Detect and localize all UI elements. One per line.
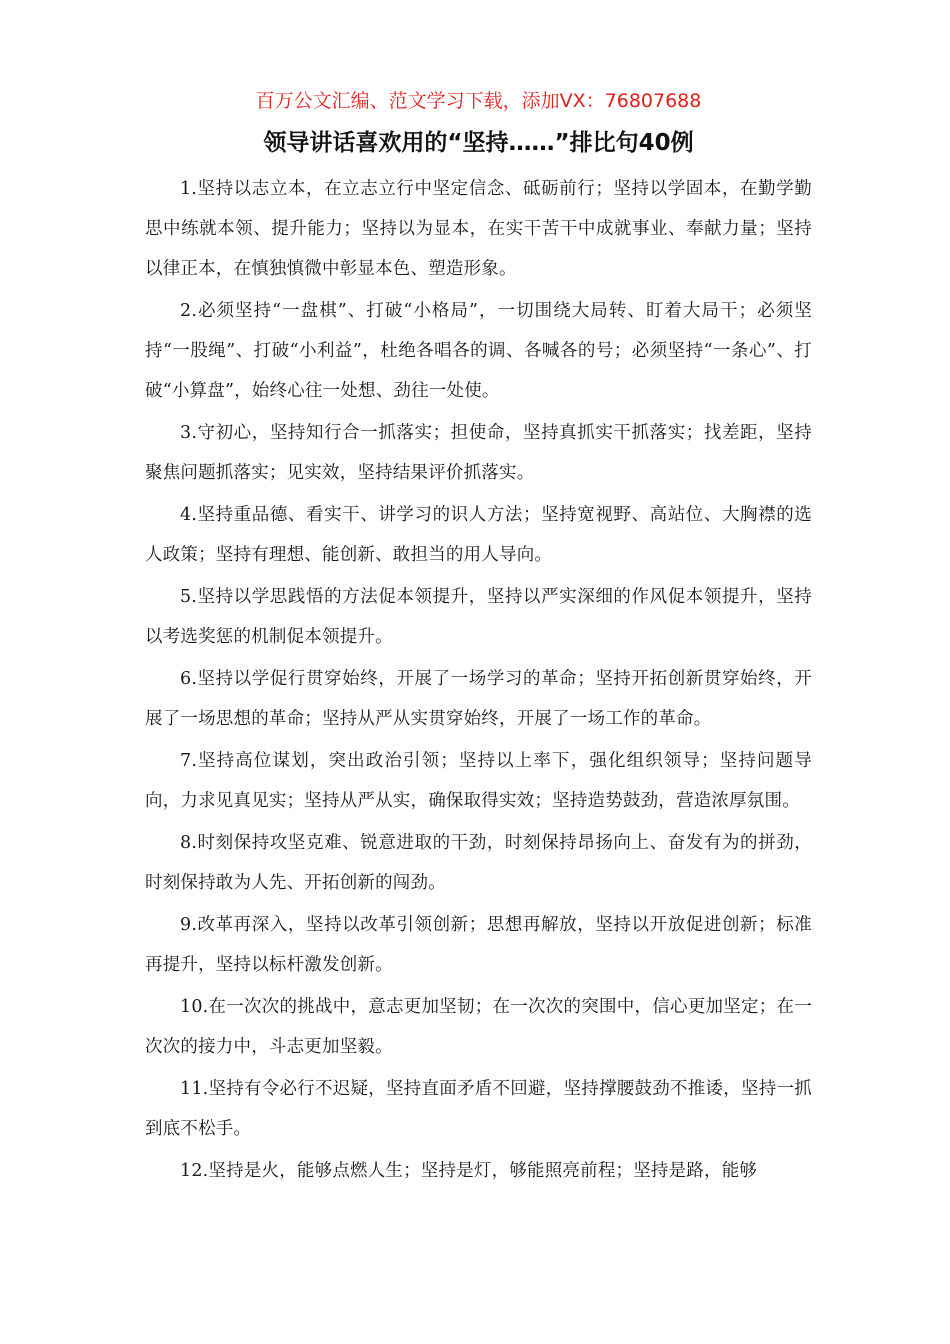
paragraph-9: 9.改革再深入，坚持以改革引领创新；思想再解放，坚持以开放促进创新；标准再提升，坚持以标杆激发创新。 [145, 915, 812, 975]
paragraph-5: 5.坚持以学思践悟的方法促本领提升，坚持以严实深细的作风促本领提升，坚持以考选奖惩的机制促本领提升。 [145, 587, 812, 647]
paragraph-7: 7.坚持高位谋划，突出政治引领；坚持以上率下，强化组织领导；坚持问题导向，力求见真见实；坚持从严从实，确保取得实效；坚持造势鼓劲，营造浓厚氛围。 [145, 751, 812, 811]
paragraph-10: 10.在一次次的挑战中，意志更加坚韧；在一次次的突围中，信心更加坚定；在一次次的接力中，斗志更加坚毅。 [145, 997, 812, 1057]
document-title: 领导讲话喜欢用的“坚持……”排比句40例 [263, 130, 694, 156]
paragraph-6: 6.坚持以学促行贯穿始终，开展了一场学习的革命；坚持开拓创新贯穿始终，开展了一场思想的革命；坚持从严从实贯穿始终，开展了一场工作的革命。 [145, 669, 812, 729]
paragraph-8: 8.时刻保持攻坚克难、锐意进取的干劲，时刻保持昂扬向上、奋发有为的拼劲，时刻保持敢为人先、开拓创新的闯劲。 [145, 833, 812, 893]
paragraph-4: 4.坚持重品德、看实干、讲学习的识人方法；坚持宽视野、高站位、大胸襟的选人政策；坚持有理想、能创新、敢担当的用人导向。 [145, 505, 812, 565]
paragraph-11: 11.坚持有令必行不迟疑，坚持直面矛盾不回避，坚持撑腰鼓劲不推诿，坚持一抓到底不松手。 [145, 1079, 812, 1139]
paragraph-1: 1.坚持以志立本，在立志立行中坚定信念、砥砺前行；坚持以学固本，在勤学勤思中练就本领、提升能力；坚持以为显本，在实干苦干中成就事业、奉献力量；坚持以律正本，在慎独慎微中彰显本色、塑造形象。 [145, 179, 812, 279]
promo-banner: 百万公文汇编、范文学习下载，添加VX：76807688 [255, 90, 702, 112]
paragraph-12: 12.坚持是火，能够点燃人生；坚持是灯，够能照亮前程；坚持是路，能够 [180, 1161, 758, 1181]
paragraph-2: 2.必须坚持“一盘棋”、打破“小格局”，一切围绕大局转、盯着大局干；必须坚持“一股绳”、打破“小利益”，杜绝各唱各的调、各喊各的号；必须坚持“一条心”、打破“小算盘”，始终心往一处想、劲往一处使。 [145, 301, 812, 401]
paragraph-3: 3.守初心，坚持知行合一抓落实；担使命，坚持真抓实干抓落实；找差距，坚持聚焦问题抓落实；见实效，坚持结果评价抓落实。 [145, 423, 812, 483]
